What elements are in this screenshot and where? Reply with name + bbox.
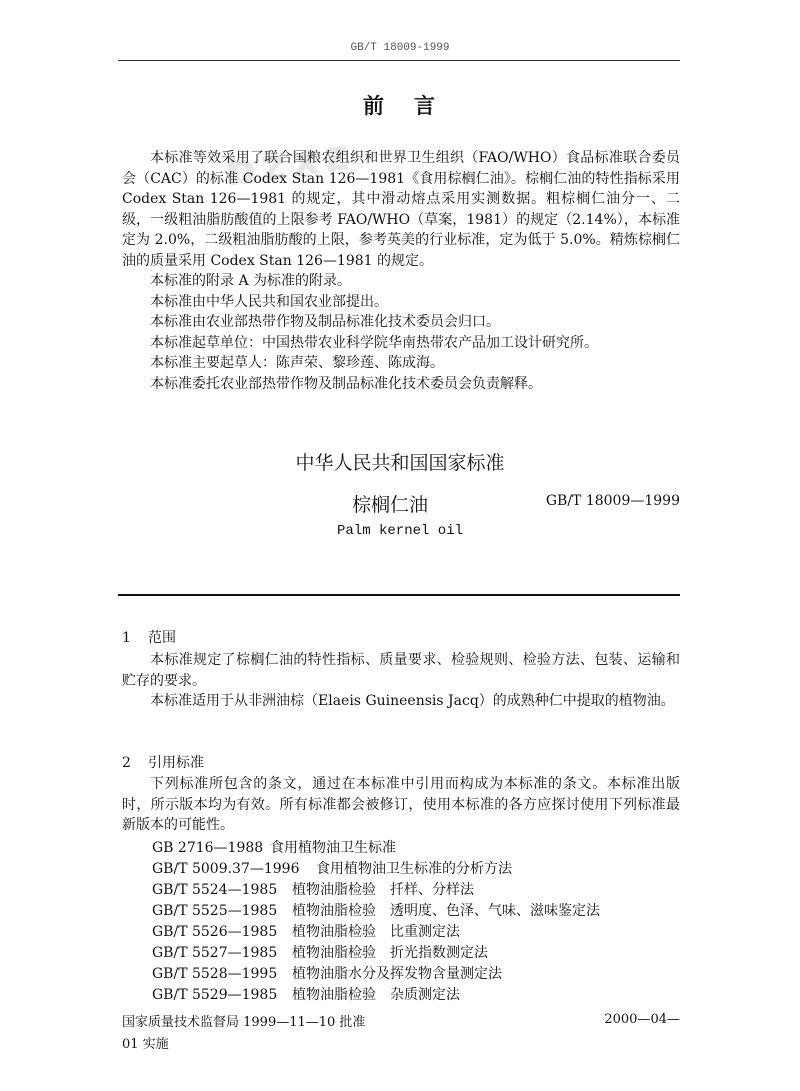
reference-code: GB/T 5528—1995 xyxy=(152,966,278,982)
watermark: bzxz xyxy=(222,129,358,196)
reference-title: 植物油脂检验 折光指数测定法 xyxy=(292,945,488,961)
running-header: GB/T 18009-1999 xyxy=(350,42,450,54)
reference-list xyxy=(152,838,600,1006)
preface-title-right: 言 xyxy=(414,93,437,118)
section-scope-body xyxy=(122,650,680,712)
reference-code: GB/T 5009.37—1996 xyxy=(152,861,300,877)
section-title: 范围 xyxy=(148,630,176,646)
reference-code: GB/T 5529—1985 xyxy=(152,987,278,1003)
section-scope-heading xyxy=(122,627,176,647)
reference-item xyxy=(152,859,600,880)
approval-text: 国家质量技术监督局 1999—11—10 批准 xyxy=(122,1015,366,1030)
reference-item xyxy=(152,943,600,964)
preface-paragraph: 本标准起草单位：中国热带农业科学院华南热带农产品加工设计研究所。 xyxy=(150,334,598,351)
reference-title: 植物油脂检验 比重测定法 xyxy=(292,924,460,940)
reference-title: 植物油脂水分及挥发物含量测定法 xyxy=(292,966,502,982)
refs-intro-paragraph: 下列标准所包含的条文，通过在本标准中引用而构成为本标准的条文。本标准出版时，所示版本均为有效。所有标准都会被修订，使用本标准的各方应探讨使用下列标准最新版本的可能性。 xyxy=(122,776,680,833)
reference-item xyxy=(152,838,600,859)
section-number: 2 xyxy=(122,755,131,771)
preface-title xyxy=(0,90,800,120)
reference-code: GB/T 5526—1985 xyxy=(152,924,278,940)
standard-number: GB/T 18009—1999 xyxy=(545,493,680,509)
preface-paragraph: 本标准主要起草人：陈声荣、黎珍莲、陈成海。 xyxy=(150,355,444,371)
scope-paragraph: 本标准适用于从非洲油棕（Elaeis Guineensis Jacq）的成熟种仁中提取的植物油。 xyxy=(150,693,675,709)
reference-item xyxy=(152,985,600,1006)
section-refs-intro xyxy=(122,774,680,836)
reference-title: 植物油脂检验 扦样、分样法 xyxy=(292,882,474,898)
reference-code: GB/T 5524—1985 xyxy=(152,882,278,898)
reference-code: GB/T 5527—1985 xyxy=(152,945,278,961)
section-number: 1 xyxy=(122,630,131,646)
preface-paragraph: 本标准委托农业部热带作物及制品标准化技术委员会负责解释。 xyxy=(150,375,542,392)
preface-paragraph: 本标准等效采用了联合国粮农组织和世界卫生组织（FAO/WHO）食品标准联合委员会（CAC）的标准 Codex Stan 126—1981《食用棕榈仁油》。棕榈仁油的特性指标采用 Codex Stan 126—1981 的规定，其中滑动熔点采用实测数据。粗棕榈仁油分一、二级，一级粗油脂肪酸值的上限参考 FAO/WHO（草案，1981）的规定（2.14%），本标准定为 2.0%，二级粗油脂肪酸的上限，参考英美的行业标准，定为低于 5.0%。精炼棕榈仁油的质量采用 Codex Stan 126—1981 的规定。 xyxy=(122,150,680,269)
reference-item xyxy=(152,901,600,922)
preface-body xyxy=(122,148,680,394)
preface-paragraph: 本标准由农业部热带作物及制品标准化技术委员会归口。 xyxy=(150,314,500,330)
implementation-text: 01 实施 xyxy=(122,1037,169,1052)
scope-paragraph: 本标准规定了棕榈仁油的特性指标、质量要求、检验规则、检验方法、包装、运输和贮存的要求。 xyxy=(122,652,680,689)
title-rule xyxy=(118,594,680,596)
preface-paragraph: 本标准的附录 A 为标准的附录。 xyxy=(150,273,352,289)
preface-paragraph: 本标准由中华人民共和国农业部提出。 xyxy=(150,293,388,310)
reference-title: 植物油脂检验 杂质测定法 xyxy=(292,987,460,1003)
reference-item xyxy=(152,922,600,943)
english-title: Palm kernel oil xyxy=(336,523,464,539)
section-title: 引用标准 xyxy=(148,755,204,771)
footer-approval xyxy=(122,1012,365,1056)
reference-item xyxy=(152,964,600,985)
reference-title: 食用植物油卫生标准的分析方法 xyxy=(316,861,512,877)
reference-title: 食用植物油卫生标准 xyxy=(270,840,396,856)
standard-name: 中华人民共和国国家标准 xyxy=(295,452,505,474)
footer-date: 2000—04— xyxy=(604,1012,680,1027)
section-refs-heading xyxy=(122,752,204,772)
header-rule xyxy=(118,60,680,61)
reference-title: 植物油脂检验 透明度、色泽、气味、滋味鉴定法 xyxy=(292,903,600,919)
reference-item xyxy=(152,880,600,901)
reference-code: GB/T 5525—1985 xyxy=(152,903,278,919)
product-name: 棕榈仁油 xyxy=(352,494,429,516)
reference-code: GB 2716—1988 xyxy=(152,840,264,856)
preface-title-left: 前 xyxy=(363,93,386,118)
